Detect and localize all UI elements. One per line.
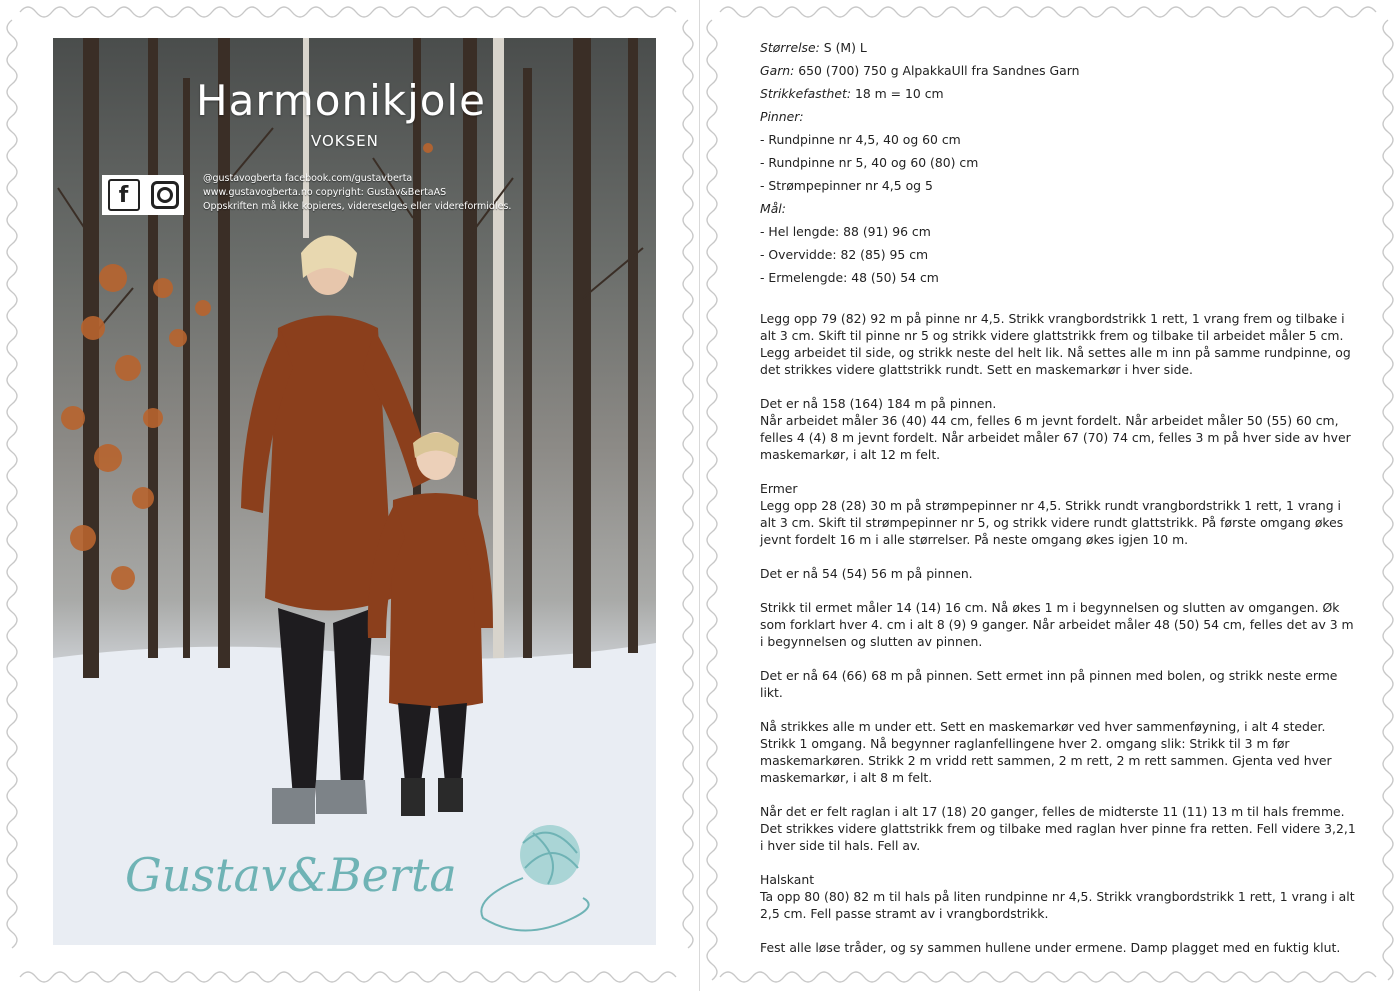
contact-line-copyright-notice: Oppskriften må ikke kopieres, videreselges eller videreformidles. [203,201,512,212]
instructions [760,310,1360,956]
spec-size [760,36,1360,59]
needle-item: - Rundpinne nr 5, 40 og 60 (80) cm [760,155,979,170]
neck-section [760,871,1360,922]
social-icons-box [102,175,184,215]
instruction-paragraph: Det er nå 64 (66) 68 m på pinnen. Sett ermet inn på pinnen med bolen, og strikk neste erme likt. [760,668,1338,700]
needles-label: Pinner: [760,109,804,124]
measure-item: - Overvidde: 82 (85) 95 cm [760,247,929,262]
instruction-paragraph: Legg opp 79 (82) 92 m på pinne nr 4,5. Strikk vrangbordstrikk 1 rett, 1 vrang frem og tilbake i alt 3 cm. Skift til pinne nr 5 og strikk videre glattstrikk frem og tilbake til arbeidet måler 5 cm. Legg arbeidet til side, og strikk neste del helt lik. Nå settes alle m inn på samme rundpinne, og det strikkes videre glattstrikk rundt. Sett en maskemarkør i hver side. [760,311,1351,377]
instruction-paragraph: Ta opp 80 (80) 82 m til hals på liten rundpinne nr 4,5. Strikk vrangbordstrikk 1 rett, 1 vrang i alt 2,5 cm. Fell passe stramt av i vrangbordstrikk. [760,889,1355,921]
pattern-text [760,36,1360,973]
contact-line-social: @gustavogberta facebook.com/gustavberta [203,173,413,184]
facebook-icon[interactable]: f [108,179,140,211]
instruction-paragraph: Fest alle løse tråder, og sy sammen hullene under ermene. Damp plagget med en fuktig klut. [760,940,1341,955]
spec-gauge [760,82,1360,105]
yarn-label: Garn: [760,63,795,78]
gauge-label: Strikkefasthet: [760,86,852,101]
gauge-value: 18 m = 10 cm [854,86,944,101]
instruction-paragraph: Nå strikkes alle m under ett. Sett en maskemarkør ved hver sammenføyning, i alt 4 steder. Strikk 1 omgang. Nå begynner raglanfellingene hver 2. omgang slik: Strikk til 3 m før maskemarkøren. Strikk 2 m vridd rett sammen, 2 m rett, 2 m rett sammen. Gjenta ved hver maskemarkør, i alt 8 m felt. [760,719,1332,785]
instruction-paragraph: Det er nå 54 (54) 56 m på pinnen. [760,566,973,581]
spec-yarn [760,59,1360,82]
instagram-icon[interactable] [151,181,179,209]
instruction-paragraph: Legg opp 28 (28) 30 m på strømpepinner nr 4,5. Strikk rundt vrangbordstrikk 1 rett, 1 vrang i alt 3 cm. Skift til strømpepinner nr 5, og strikk videre rundt glattstrikk. På første omgang økes jevnt fordelt 16 m i alle størrelser. På neste omgang økes igjen 10 m. [760,498,1344,547]
brand-logo: Gustav&Berta [125,848,457,902]
pattern-title: Harmonikjole [196,76,486,125]
measure-item: - Ermelengde: 48 (50) 54 cm [760,270,939,285]
measure-item: - Hel lengde: 88 (91) 96 cm [760,224,931,239]
sleeves-heading: Ermer [760,481,798,496]
instructions-page [700,0,1400,991]
cover-photo [53,38,656,945]
measures-label: Mål: [760,201,786,216]
instruction-paragraph: Når det er felt raglan i alt 17 (18) 20 ganger, felles de midterste 11 (11) 13 m til hals fremme. Det strikkes videre glattstrikk frem og tilbake med raglan hver pinne fra retten. Fell videre 3,2,1 i hver side til hals. Fell av. [760,804,1356,853]
neck-heading: Halskant [760,872,815,887]
pattern-subtitle: VOKSEN [311,132,379,150]
spec-measures-heading [760,197,1360,220]
size-value: S (M) L [823,40,867,55]
contact-line-website: www.gustavogberta.no copyright: Gustav&BertaAS [203,187,447,198]
instruction-paragraph: Strikk til ermet måler 14 (14) 16 cm. Nå økes 1 m i begynnelsen og slutten av omgangen. Øk som forklart hver 4. cm i alt 8 (9) 9 ganger. Når arbeidet måler 48 (50) 54 cm, felles det av 3 m i begynnelsen og slutten av pinnen. [760,600,1354,649]
spec-needles-heading [760,105,1360,128]
contact-info [203,172,511,214]
sleeves-section [760,480,1360,548]
size-label: Størrelse: [760,40,820,55]
needle-item: - Strømpepinner nr 4,5 og 5 [760,178,933,193]
needle-item: - Rundpinne nr 4,5, 40 og 60 cm [760,132,961,147]
instruction-paragraph: Det er nå 158 (164) 184 m på pinnen. Når arbeidet måler 36 (40) 44 cm, felles 6 m jevnt fordelt. Når arbeidet måler 50 (55) 60 cm, felles 4 (4) 8 m jevnt fordelt. Når arbeidet måler 67 (70) 74 cm, felles 3 m på hver side av hver maskemarkør, i alt 12 m felt. [760,396,1351,462]
yarn-value: 650 (700) 750 g AlpakkaUll fra Sandnes Garn [798,63,1080,78]
